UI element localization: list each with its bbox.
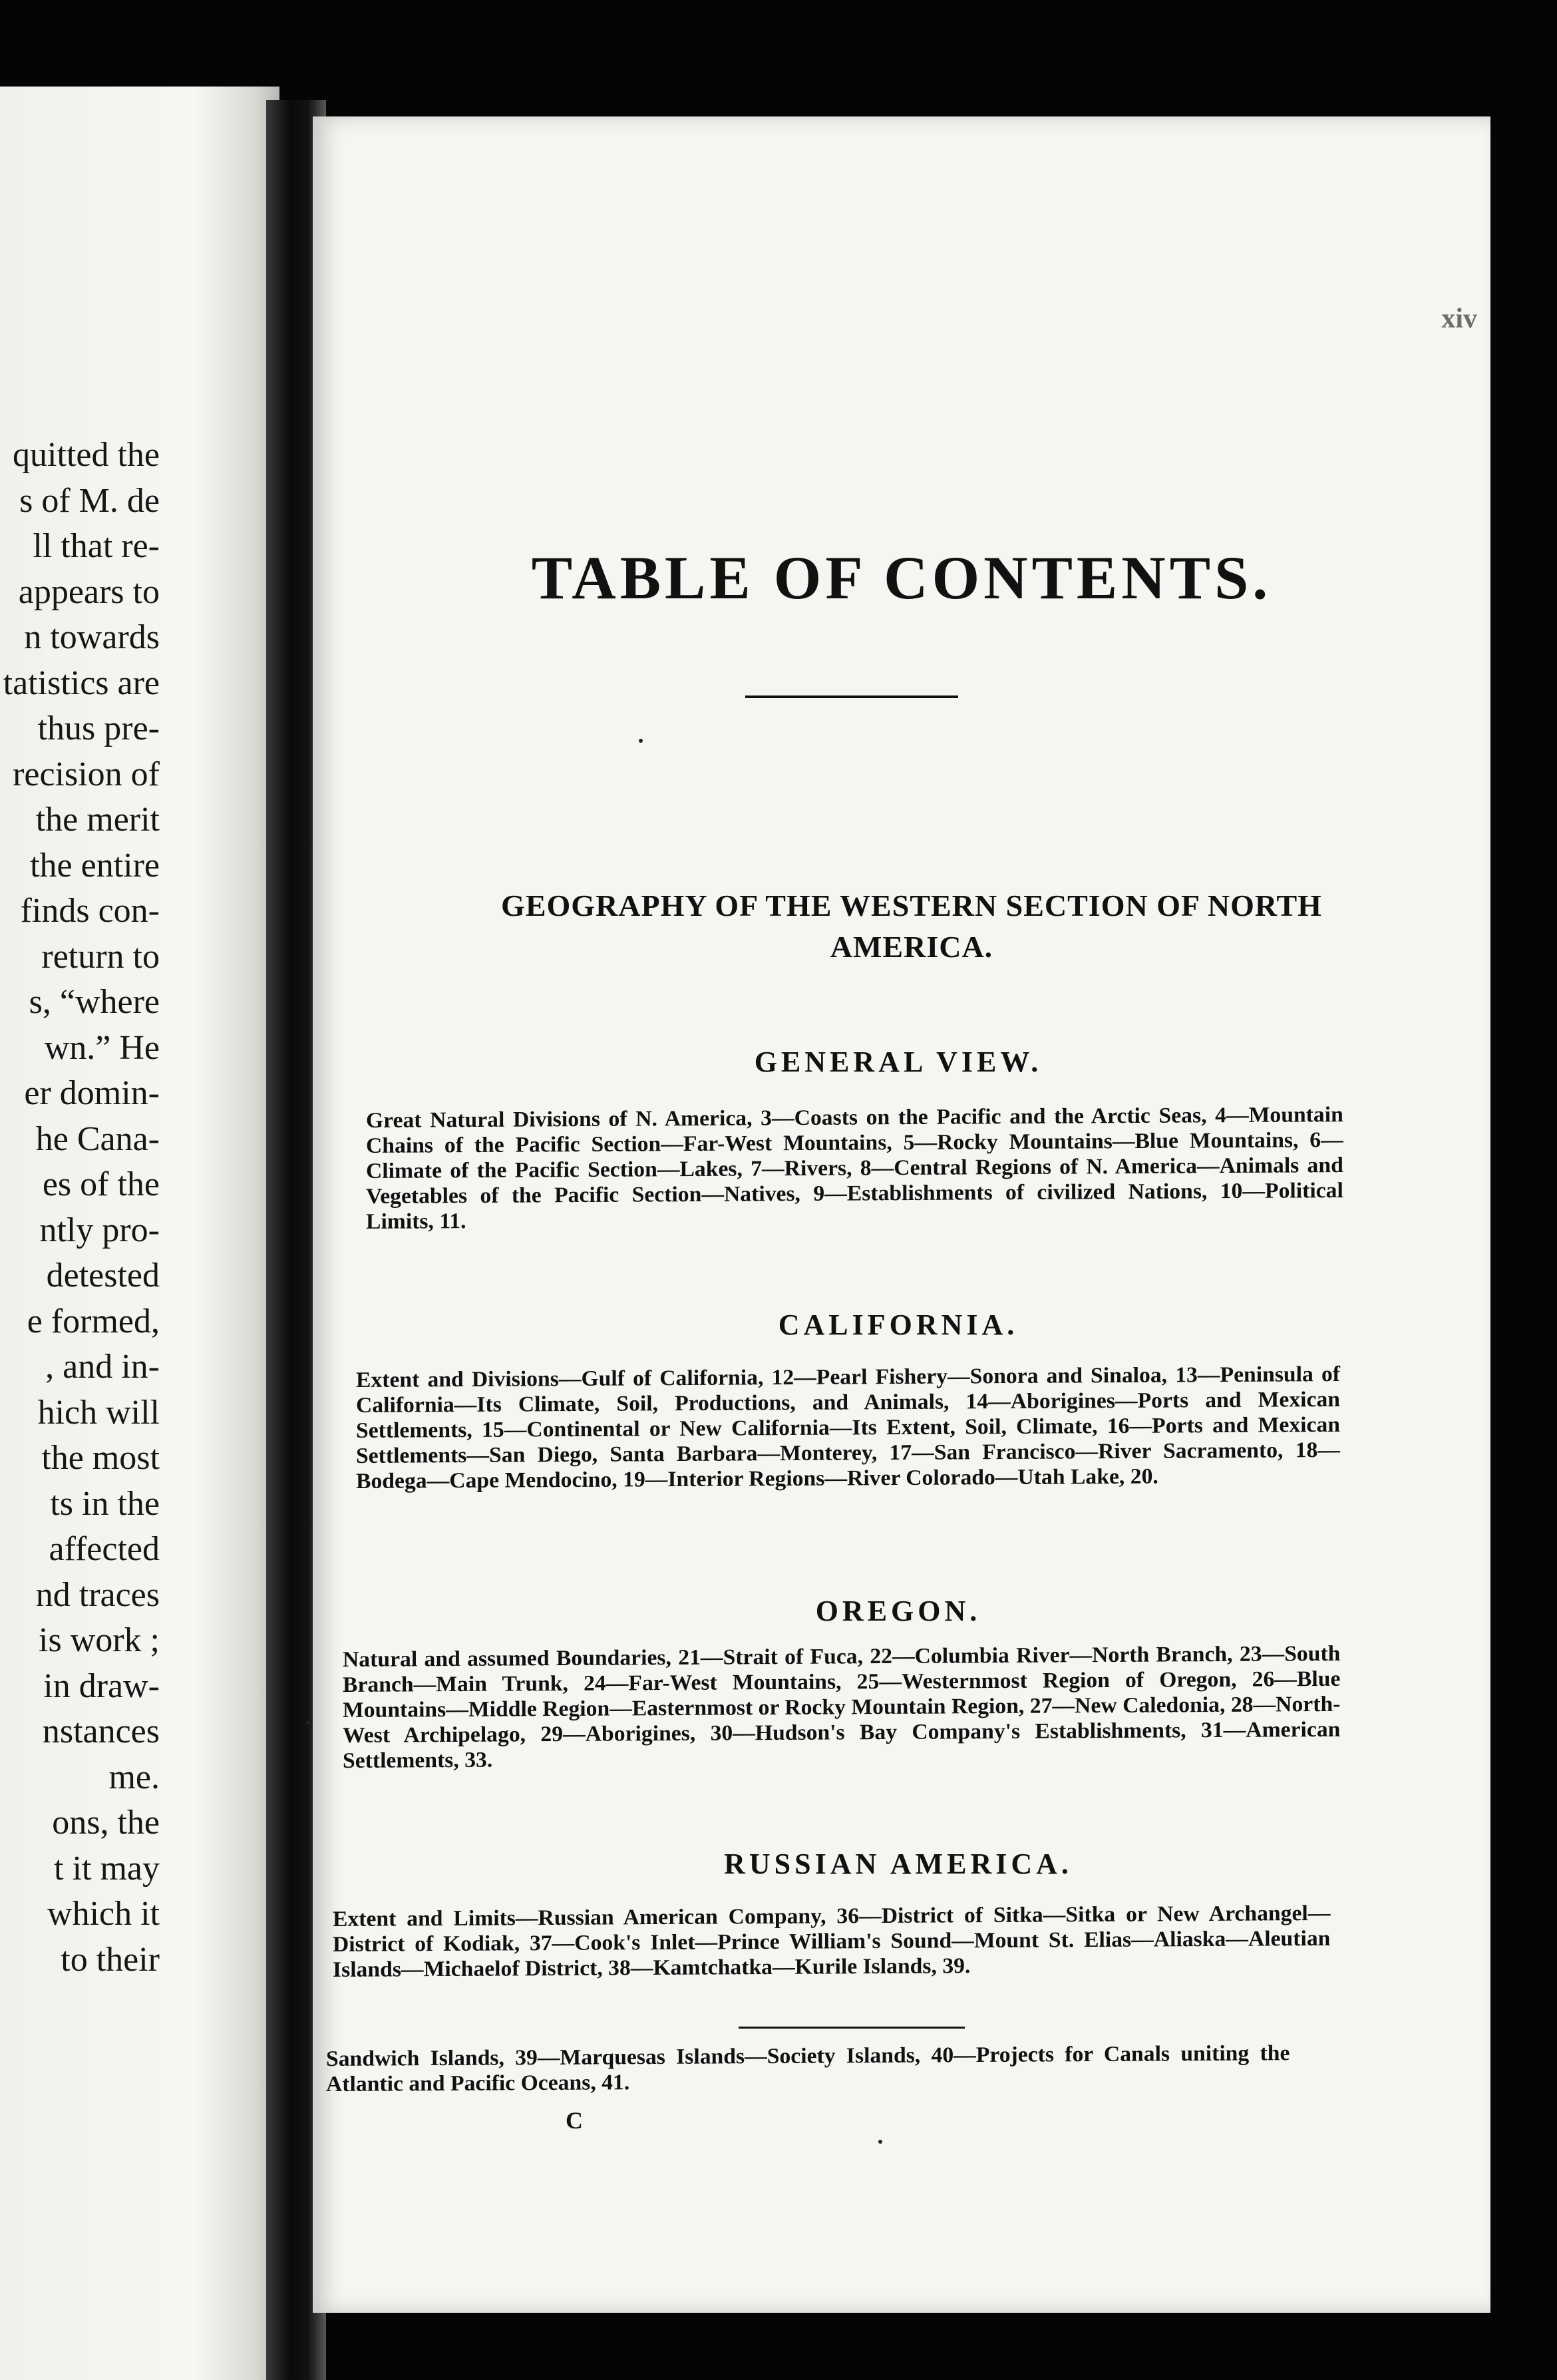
subsection-text-russian-america: Extent and Limits—Russian American Company, 36—District of Sitka—Sitka or New Archangel—District of Kodiak, 37—Cook's Inlet—Prince William's Sound—Mount St. Elias—Aliaska—Aleutian Islands—Michaelof District, 38—Kamtchatka—Kurile Islands, 39. bbox=[333, 1901, 1331, 1982]
left-page-line: , and in- bbox=[45, 1348, 160, 1386]
right-page bbox=[313, 116, 1490, 2313]
closing-rule bbox=[739, 2027, 965, 2029]
left-page-line: appears to bbox=[18, 572, 160, 611]
closing-text: Sandwich Islands, 39—Marquesas Islands—Society Islands, 40—Projects for Canals uniting the Atlantic and Pacific Oceans, 41. bbox=[326, 2041, 1290, 2096]
left-page bbox=[0, 87, 279, 2380]
subsection-title-general-view: GENERAL VIEW. bbox=[754, 1046, 1043, 1078]
speck bbox=[878, 2140, 882, 2144]
page-title: TABLE OF CONTENTS. bbox=[531, 544, 1272, 612]
left-page-text bbox=[0, 433, 160, 1983]
page-number: xiv bbox=[1441, 303, 1477, 334]
left-page-line: thus pre- bbox=[37, 709, 160, 747]
left-page-line: es of the bbox=[42, 1165, 160, 1203]
left-page-line: in draw- bbox=[43, 1667, 160, 1705]
left-page-line: me. bbox=[108, 1758, 160, 1796]
left-page-line: nd traces bbox=[35, 1575, 160, 1614]
subsection-text-california: Extent and Divisions—Gulf of California, 12—Pearl Fishery—Sonora and Sinaloa, 13—Peninsula of California—Its Climate, Soil, Productions, and Animals, 14—Aborigines—Ports and Mexican Settlements, 15—Continental or New California—Its Extent, Soil, Climate, 16—Ports and Mexican Settlements—San Diego, Santa Barbara—Monterey, 17—San Francisco—River Sacramento, 18—Bodega—Cape Mendocino, 19—Interior Regions—River Colorado—Utah Lake, 20. bbox=[356, 1362, 1340, 1493]
left-page-line: e formed, bbox=[27, 1302, 160, 1340]
left-page-line: he Cana- bbox=[35, 1119, 160, 1158]
signature-mark: C bbox=[566, 2107, 583, 2134]
left-page-line: n towards bbox=[24, 618, 160, 656]
left-page-line: to their bbox=[61, 1940, 160, 1979]
left-page-line: ll that re- bbox=[33, 527, 160, 565]
subsection-title-oregon: OREGON. bbox=[815, 1595, 981, 1627]
left-page-line: t it may bbox=[54, 1849, 160, 1887]
left-page-line: ts in the bbox=[50, 1484, 160, 1523]
left-page-line: finds con- bbox=[20, 892, 160, 930]
left-page-line: hich will bbox=[37, 1393, 160, 1432]
left-page-line: affected bbox=[49, 1530, 160, 1568]
left-page-line: return to bbox=[41, 937, 160, 976]
left-page-line: which it bbox=[47, 1895, 160, 1933]
left-page-line: detested bbox=[46, 1257, 160, 1294]
speck bbox=[639, 739, 643, 743]
left-page-line: wn.” He bbox=[44, 1028, 160, 1067]
title-rule bbox=[745, 695, 958, 698]
left-page-line: er domin- bbox=[24, 1074, 160, 1112]
left-page-line: tatistics are bbox=[3, 664, 160, 702]
left-page-line: nstances bbox=[42, 1712, 160, 1750]
speck bbox=[306, 1720, 310, 1724]
left-page-line: s, “where bbox=[29, 983, 160, 1021]
subsection-title-california: CALIFORNIA. bbox=[778, 1308, 1019, 1341]
left-page-line: quitted the bbox=[13, 436, 160, 474]
left-page-line: s of M. de bbox=[19, 481, 160, 520]
left-page-line: the merit bbox=[35, 801, 160, 839]
left-page-line: is work ; bbox=[39, 1621, 160, 1659]
subsection-text-oregon: Natural and assumed Boundaries, 21—Strait of Fuca, 22—Columbia River—North Branch, 23—South Branch—Main Trunk, 24—Far-West Mountains, 25—Westernmost Region of Oregon, 26—Blue Mountains—Middle Region—Easternmost or Rocky Mountain Region, 27—New Caledonia, 28—North-West Archipelago, 29—Aborigines, 30—Hudson's Bay Company's Establishments, 31—American Settlements, 33. bbox=[343, 1641, 1341, 1773]
left-page-line: the entire bbox=[30, 846, 160, 885]
section-title: GEOGRAPHY OF THE WESTERN SECTION OF NORTH AMERICA. bbox=[501, 889, 1322, 964]
left-page-line: ntly pro- bbox=[39, 1211, 160, 1249]
left-page-line: ons, the bbox=[52, 1804, 160, 1842]
left-page-line: the most bbox=[41, 1439, 160, 1477]
left-page-line: recision of bbox=[13, 755, 160, 793]
subsection-title-russian-america: RUSSIAN AMERICA. bbox=[724, 1848, 1073, 1880]
subsection-text-general-view: Great Natural Divisions of N. America, 3—Coasts on the Pacific and the Arctic Seas, 4—Mountain Chains of the Pacific Section—Far-West Mountains, 5—Rocky Mountains—Blue Mountains, 6—Climate of the Pacific Section—Lakes, 7—Rivers, 8—Central Regions of N. America—Animals and Vegetables of the Pacific Section—Natives, 9—Establishments of civilized Nations, 10—Political Limits, 11. bbox=[366, 1103, 1343, 1234]
